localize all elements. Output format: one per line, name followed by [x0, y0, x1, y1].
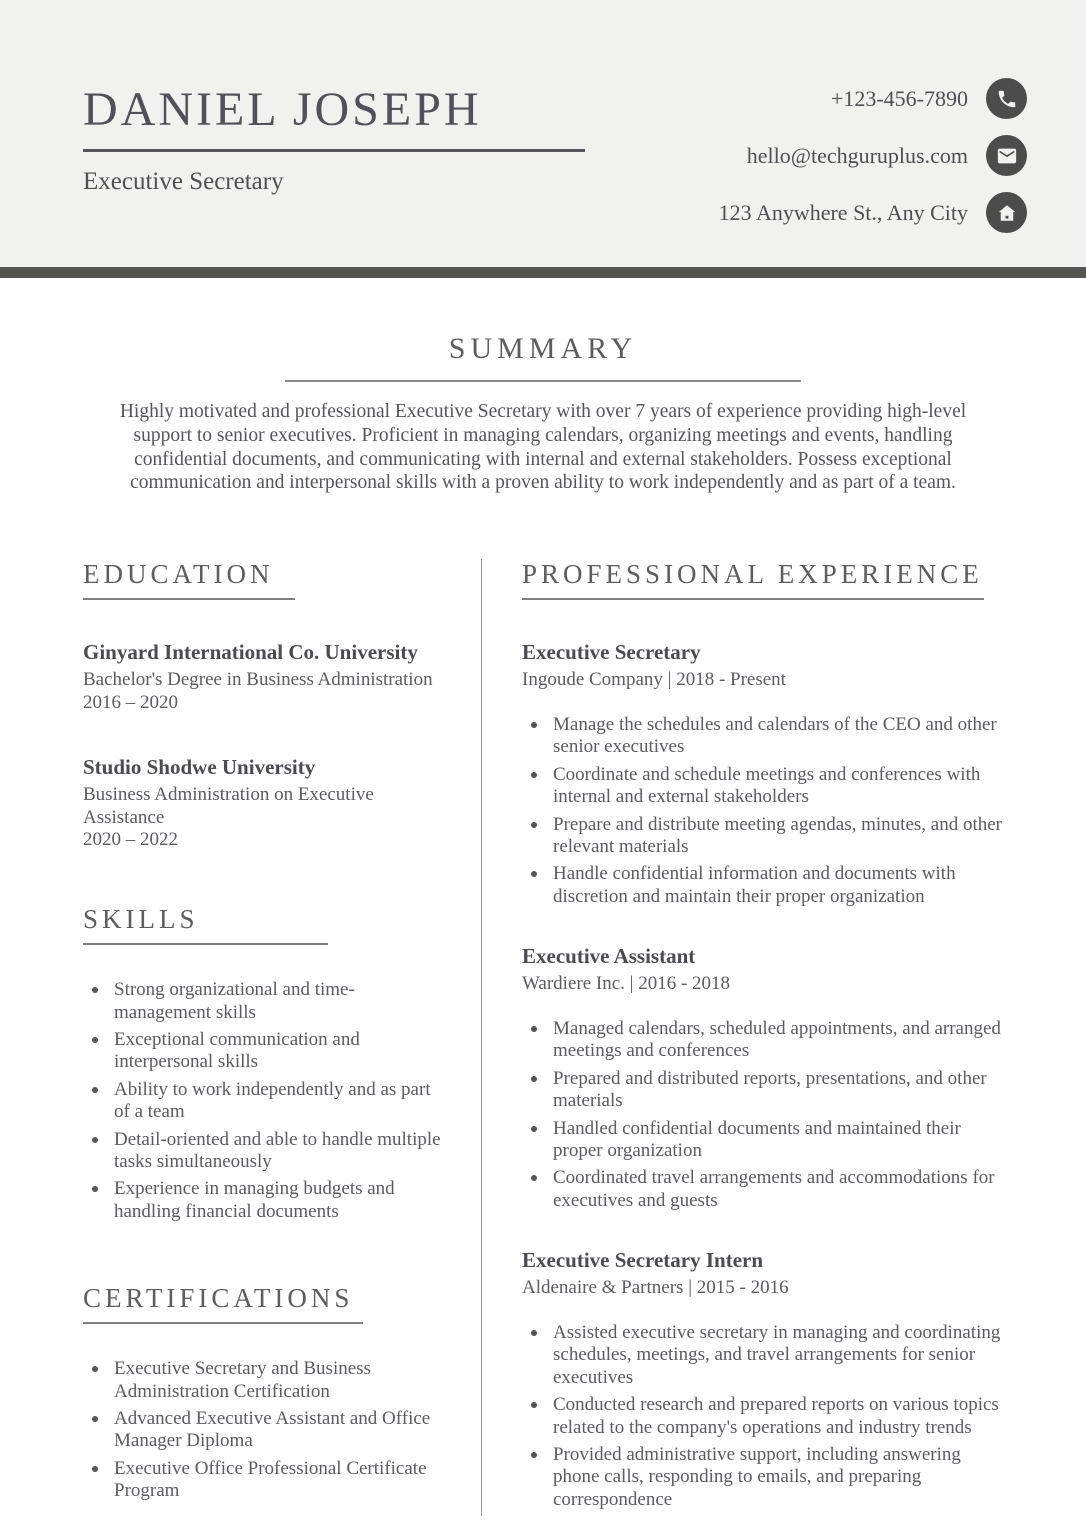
skill-item: Strong organizational and time-management skills	[83, 979, 445, 1024]
job-bullets	[522, 1018, 1005, 1212]
header-divider-bar	[0, 267, 1086, 278]
person-job-title: Executive Secretary	[83, 168, 284, 195]
education-underline	[83, 598, 295, 600]
contact-block	[719, 0, 1027, 267]
experience-underline	[522, 598, 984, 600]
education-entry	[83, 640, 445, 715]
street-address: 123 Anywhere St., Any City	[718, 199, 968, 225]
experience-section	[522, 559, 1005, 1511]
job-bullet: Prepared and distributed reports, presentations, and other materials	[522, 1068, 1005, 1113]
education-dates: 2016 – 2020	[83, 691, 178, 713]
skills-section	[83, 904, 445, 1223]
certifications-list	[83, 1358, 445, 1502]
job-meta: Ingoude Company | 2018 - Present	[522, 669, 786, 691]
experience-heading: PROFESSIONAL EXPERIENCE	[522, 559, 983, 590]
job-bullet: Coordinate and schedule meetings and conferences with internal and external stakeholders	[522, 764, 1005, 809]
education-heading: EDUCATION	[83, 559, 274, 590]
education-section	[83, 559, 445, 852]
job-bullets	[522, 1322, 1005, 1511]
job-meta: Wardiere Inc. | 2016 - 2018	[522, 973, 731, 995]
job-bullet: Conducted research and prepared reports on various topics related to the company's operations and industry trends	[522, 1394, 1005, 1439]
job-bullets	[522, 714, 1005, 908]
skills-heading: SKILLS	[83, 904, 199, 935]
certification-item: Advanced Executive Assistant and Office Manager Diploma	[83, 1408, 445, 1453]
job-title: Executive Secretary	[522, 640, 701, 665]
job-title: Executive Assistant	[522, 944, 696, 969]
job-entry	[522, 640, 1005, 908]
certifications-underline	[83, 1322, 363, 1324]
job-bullet: Handle confidential information and documents with discretion and maintain their proper organization	[522, 863, 1005, 908]
left-column	[83, 559, 445, 1516]
job-entry	[522, 1248, 1005, 1511]
phone-icon	[986, 78, 1027, 119]
header-identity	[83, 0, 585, 267]
job-bullet: Coordinated travel arrangements and accommodations for executives and guests	[522, 1167, 1005, 1212]
job-bullet: Assisted executive secretary in managing and coordinating schedules, meetings, and travel arrangements for senior executives	[522, 1322, 1005, 1389]
skill-item: Experience in managing budgets and handling financial documents	[83, 1178, 445, 1223]
email-address: hello@techguruplus.com	[746, 142, 968, 168]
education-entry	[83, 755, 445, 852]
contact-row-email	[719, 135, 1027, 176]
certification-item: Executive Office Professional Certificate Program	[83, 1458, 445, 1503]
job-title: Executive Secretary Intern	[522, 1248, 764, 1273]
education-dates: 2020 – 2022	[83, 829, 178, 851]
school-name: Ginyard International Co. University	[83, 640, 418, 665]
skills-list	[83, 979, 445, 1223]
job-bullet: Prepare and distribute meeting agendas, minutes, and other relevant materials	[522, 814, 1005, 859]
certification-item: Executive Secretary and Business Administration Certification	[83, 1358, 445, 1403]
degree: Bachelor's Degree in Business Administration	[83, 669, 433, 691]
summary-heading: SUMMARY	[448, 332, 638, 365]
school-name: Studio Shodwe University	[83, 754, 316, 779]
email-icon	[986, 135, 1027, 176]
skill-item: Exceptional communication and interpersonal skills	[83, 1029, 445, 1074]
job-bullet: Manage the schedules and calendars of the CEO and other senior executives	[522, 714, 1005, 759]
job-bullet: Provided administrative support, including answering phone calls, responding to emails, and preparing correspondence	[522, 1444, 1005, 1511]
name-underline	[83, 149, 585, 152]
person-name: DANIEL JOSEPH	[83, 83, 482, 136]
job-bullet: Managed calendars, scheduled appointments, and arranged meetings and conferences	[522, 1018, 1005, 1063]
skills-underline	[83, 943, 328, 945]
certifications-section	[83, 1283, 445, 1502]
summary-text: Highly motivated and professional Executive Secretary with over 7 years of experience providing high-level support to senior executives. Proficient in managing calendars, organizing meetings and events, handling confidential documents, and communicating with internal and external stakeholders. Possess exceptional communication and interpersonal skills with a proven ability to work independently and as part of a team.	[119, 401, 967, 494]
job-meta: Aldenaire & Partners | 2015 - 2016	[522, 1277, 789, 1299]
degree: Business Administration on Executive Assistance	[83, 783, 374, 828]
phone-number: +123-456-7890	[830, 85, 968, 111]
skill-item: Ability to work independently and as part of a team	[83, 1079, 445, 1124]
summary-underline	[285, 380, 801, 382]
contact-row-address	[719, 192, 1027, 233]
certifications-heading: CERTIFICATIONS	[83, 1283, 354, 1314]
job-entry	[522, 944, 1005, 1212]
home-icon	[986, 192, 1027, 233]
skill-item: Detail-oriented and able to handle multiple tasks simultaneously	[83, 1129, 445, 1174]
contact-row-phone	[719, 78, 1027, 119]
right-column	[522, 559, 1005, 1516]
header	[0, 0, 1086, 267]
summary-section	[0, 278, 1086, 495]
column-divider	[481, 559, 482, 1516]
content-columns	[0, 559, 1086, 1516]
job-bullet: Handled confidential documents and maintained their proper organization	[522, 1118, 1005, 1163]
